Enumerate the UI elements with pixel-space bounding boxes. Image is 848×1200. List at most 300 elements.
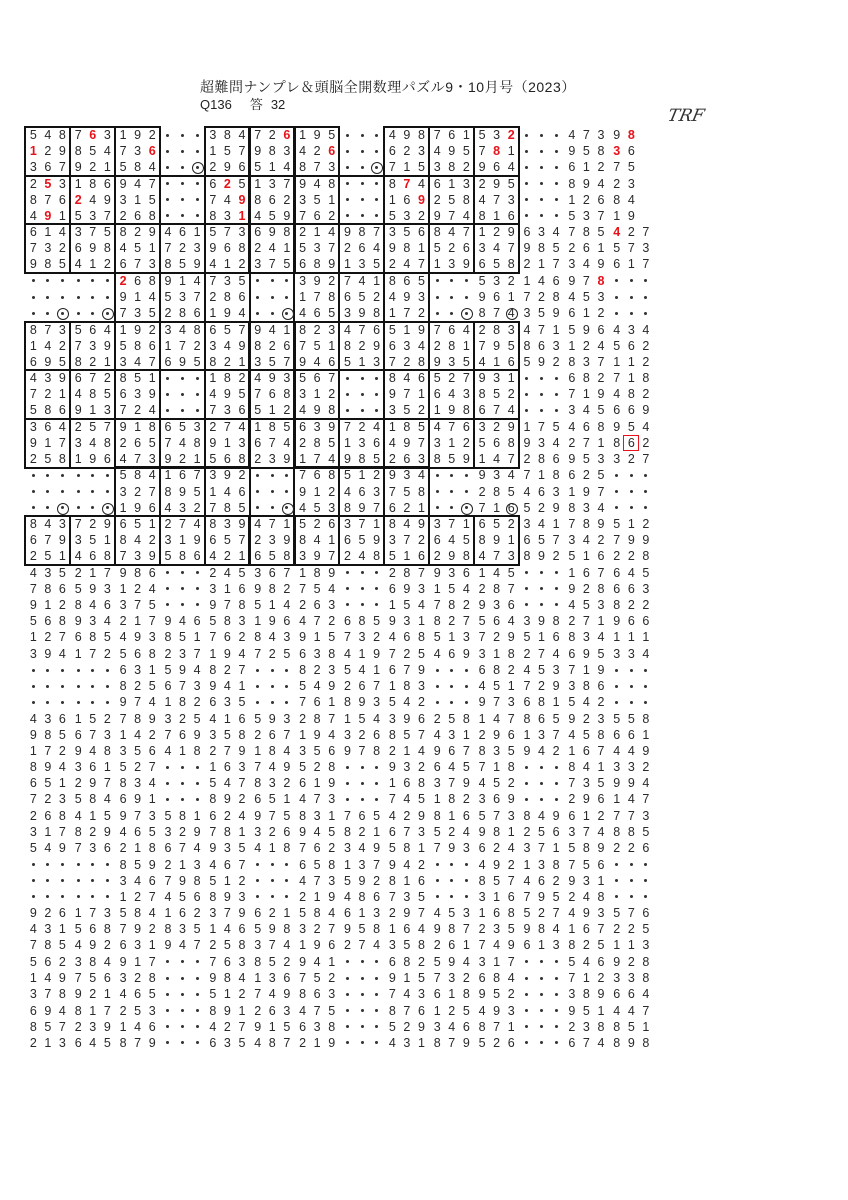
sudoku-digit: 9: [552, 500, 560, 515]
sudoku-digit: 3: [89, 1019, 97, 1034]
sudoku-digit: 4: [44, 128, 52, 142]
sudoku-digit: 7: [119, 403, 127, 418]
box-border: [69, 515, 71, 564]
sudoku-digit: 9: [223, 160, 231, 175]
empty-dot: [630, 879, 633, 882]
sudoku-digit: 2: [478, 176, 486, 191]
sudoku-digit: 2: [448, 825, 456, 840]
box-border: [293, 515, 338, 517]
sudoku-digit: 4: [552, 225, 560, 240]
sudoku-digit: 2: [507, 517, 515, 532]
empty-dot: [346, 782, 349, 785]
box-border: [69, 467, 116, 469]
sudoku-digit: 2: [597, 160, 605, 175]
box-border: [204, 321, 206, 370]
empty-dot: [644, 669, 647, 672]
sudoku-digit: 5: [388, 1019, 396, 1034]
box-border: [473, 126, 475, 175]
sudoku-digit: 4: [417, 743, 425, 758]
sudoku-digit: 6: [642, 614, 650, 629]
sudoku-digit: 8: [74, 144, 82, 159]
sudoku-digit: 8: [627, 825, 635, 840]
sudoku-digit: 7: [148, 176, 156, 191]
sudoku-digit: 4: [238, 646, 246, 661]
box-border: [428, 321, 430, 370]
empty-dot: [540, 993, 543, 996]
sudoku-digit: 9: [29, 597, 37, 612]
sudoku-digit: 5: [313, 743, 321, 758]
sudoku-digit: 3: [388, 938, 396, 953]
empty-dot: [630, 895, 633, 898]
sudoku-digit: 2: [403, 144, 411, 159]
sudoku-digit: 2: [462, 970, 470, 985]
sudoku-digit: 5: [403, 597, 411, 612]
sudoku-digit: 8: [193, 873, 201, 888]
empty-dot: [196, 1041, 199, 1044]
sudoku-digit: 3: [254, 938, 262, 953]
sudoku-digit: 1: [223, 987, 231, 1002]
sudoku-digit: 6: [44, 614, 52, 629]
sudoku-digit: 2: [582, 468, 590, 483]
empty-dot: [450, 296, 453, 299]
sudoku-digit: 4: [134, 533, 142, 548]
sudoku-digit: 2: [313, 760, 321, 775]
sudoku-digit: 1: [74, 452, 82, 466]
sudoku-digit: 6: [44, 419, 52, 434]
sudoku-digit: 1: [403, 160, 411, 175]
sudoku-digit: 2: [507, 387, 515, 402]
sudoku-digit: 3: [103, 727, 111, 742]
empty-dot: [256, 474, 259, 477]
empty-dot: [540, 977, 543, 980]
empty-dot: [630, 863, 633, 866]
box-border: [204, 515, 249, 517]
page-title: 超難問ナンプレ＆頭脳全開数理パズル9・10月号（2023）: [200, 79, 576, 95]
sudoku-digit: 2: [74, 419, 82, 434]
sudoku-digit: 9: [134, 630, 142, 645]
sudoku-digit: 5: [238, 273, 246, 288]
sudoku-digit: 7: [582, 1035, 590, 1050]
sudoku-digit: 2: [388, 743, 396, 758]
sudoku-digit: 1: [148, 371, 156, 386]
sudoku-digit: 1: [343, 257, 351, 272]
sudoku-digit: 8: [493, 484, 501, 499]
sudoku-digit: 1: [462, 517, 470, 532]
empty-dot: [644, 312, 647, 315]
sudoku-digit: 7: [148, 354, 156, 369]
sudoku-digit: 4: [313, 954, 321, 969]
sudoku-digit: 4: [283, 597, 291, 612]
sudoku-digit: 6: [148, 565, 156, 580]
sudoku-digit: 8: [148, 273, 156, 288]
sudoku-digit: 1: [313, 889, 321, 904]
sudoku-digit: 9: [568, 873, 576, 888]
sudoku-digit: 5: [433, 371, 441, 386]
sudoku-digit: 9: [238, 338, 246, 353]
sudoku-digit: 7: [582, 435, 590, 450]
sudoku-digit: 3: [209, 128, 217, 142]
sudoku-digit: 9: [448, 403, 456, 418]
sudoku-digit: 7: [134, 257, 142, 272]
sudoku-digit: 5: [209, 614, 217, 629]
sudoku-digit: 2: [373, 290, 381, 304]
sudoku-digit: 6: [119, 663, 127, 678]
sudoku-digit: 7: [74, 338, 82, 353]
sudoku-digit: 8: [597, 889, 605, 904]
sudoku-digit: 1: [209, 922, 217, 937]
sudoku-digit: 4: [58, 419, 66, 434]
sudoku-digit: 9: [313, 938, 321, 953]
sudoku-digit: 1: [462, 938, 470, 953]
empty-dot: [375, 377, 378, 380]
box-border: [114, 466, 116, 515]
sudoku-digit: 8: [209, 208, 217, 223]
box-border: [383, 175, 385, 224]
sudoku-digit: 9: [388, 241, 396, 256]
sudoku-digit: 5: [462, 533, 470, 548]
sudoku-digit: 4: [209, 257, 217, 272]
sudoku-digit: 4: [462, 581, 470, 596]
sudoku-digit: 6: [613, 727, 621, 742]
sudoku-digit: 2: [507, 273, 515, 288]
sudoku-digit: 2: [74, 1019, 82, 1034]
sudoku-digit: 3: [552, 338, 560, 353]
sudoku-digit: 8: [313, 906, 321, 921]
sudoku-digit: 2: [164, 306, 172, 321]
sudoku-digit: 1: [627, 938, 635, 953]
sudoku-digit: 6: [313, 841, 321, 856]
empty-dot: [346, 377, 349, 380]
sudoku-digit: 1: [507, 533, 515, 548]
sudoku-digit: 4: [193, 517, 201, 532]
sudoku-digit: 7: [462, 922, 470, 937]
sudoku-digit: 5: [507, 338, 515, 353]
sudoku-digit: 3: [29, 646, 37, 661]
sudoku-digit: 8: [299, 987, 307, 1002]
box-border: [338, 321, 383, 323]
sudoku-digit: 9: [58, 970, 66, 985]
sudoku-digit: 6: [268, 565, 276, 580]
sudoku-digit: 9: [134, 500, 142, 515]
empty-dot: [271, 863, 274, 866]
empty-dot: [91, 474, 94, 477]
box-border: [159, 223, 204, 225]
sudoku-digit: 8: [627, 387, 635, 402]
empty-dot: [32, 490, 35, 493]
sudoku-digit: 3: [134, 776, 142, 791]
sudoku-digit: 2: [507, 776, 515, 791]
sudoku-digit: 9: [538, 614, 545, 629]
sudoku-digit: 1: [299, 452, 307, 466]
sudoku-digit: 2: [493, 225, 501, 240]
sudoku-digit: 5: [493, 987, 501, 1002]
sudoku-digit: 6: [343, 906, 351, 921]
sudoku-digit: 7: [164, 727, 172, 742]
empty-dot: [285, 685, 288, 688]
sudoku-digit: 7: [582, 128, 590, 142]
sudoku-digit: 4: [328, 225, 336, 240]
sudoku-digit: 4: [254, 841, 262, 856]
sudoku-digit: 6: [552, 825, 560, 840]
sudoku-digit: 7: [493, 403, 501, 418]
sudoku-digit: 7: [507, 241, 515, 256]
sudoku-digit: 5: [44, 1019, 52, 1034]
sudoku-digit: 5: [119, 646, 127, 661]
sudoku-digit: 1: [134, 290, 142, 304]
sudoku-digit: 4: [299, 500, 307, 515]
sudoku-digit: 1: [448, 808, 456, 823]
sudoku-digit: 7: [642, 452, 650, 466]
sudoku-digit: 6: [462, 808, 470, 823]
sudoku-digit: 6: [209, 1035, 217, 1050]
sudoku-digit: 4: [209, 711, 217, 726]
sudoku-digit: 1: [613, 630, 621, 645]
sudoku-digit: 5: [134, 743, 142, 758]
sudoku-digit: 1: [74, 646, 82, 661]
sudoku-digit: 6: [283, 128, 291, 142]
sudoku-digit: 4: [597, 1035, 605, 1050]
sudoku-digit: 6: [448, 128, 456, 142]
sudoku-digit: 6: [29, 776, 37, 791]
sudoku-digit: 1: [538, 257, 545, 272]
box-border: [383, 564, 430, 566]
sudoku-digit: 4: [597, 630, 605, 645]
sudoku-digit: 3: [119, 743, 127, 758]
sudoku-digit: 8: [493, 581, 501, 596]
sudoku-digit: 8: [403, 565, 411, 580]
sudoku-digit: 5: [58, 727, 66, 742]
sudoku-digit: 3: [238, 435, 246, 450]
empty-dot: [525, 571, 528, 574]
sudoku-digit: 1: [29, 630, 37, 645]
sudoku-digit: 7: [89, 225, 97, 240]
sudoku-digit: 2: [523, 646, 531, 661]
sudoku-digit: 3: [328, 597, 336, 612]
sudoku-digit: 8: [58, 987, 66, 1002]
sudoku-digit: 3: [254, 825, 262, 840]
sudoku-digit: 2: [283, 403, 291, 418]
sudoku-digit: 4: [283, 160, 291, 175]
sudoku-digit: 5: [343, 873, 351, 888]
sudoku-digit: 2: [417, 403, 425, 418]
sudoku-digit: 9: [523, 435, 531, 450]
sudoku-digit: 3: [313, 808, 321, 823]
box-border: [338, 272, 383, 274]
sudoku-digit: 1: [29, 144, 37, 159]
sudoku-digit: 6: [597, 857, 605, 872]
empty-dot: [525, 798, 528, 801]
sudoku-digit: 1: [223, 581, 231, 596]
sudoku-digit: 7: [283, 354, 291, 369]
sudoku-digit: 8: [283, 387, 291, 402]
sudoku-digit: 5: [343, 354, 351, 369]
sudoku-digit: 9: [493, 533, 501, 548]
sudoku-digit: 1: [417, 500, 425, 515]
sudoku-digit: 3: [29, 160, 37, 175]
sudoku-digit: 6: [343, 290, 351, 304]
sudoku-digit: 6: [268, 1003, 276, 1018]
sudoku-digit: 5: [283, 257, 291, 272]
sudoku-digit: 2: [613, 922, 621, 937]
empty-dot: [615, 685, 618, 688]
empty-dot: [106, 474, 109, 477]
sudoku-digit: 9: [148, 549, 156, 564]
sudoku-digit: 7: [254, 387, 262, 402]
sudoku-digit: 6: [493, 792, 501, 807]
empty-dot: [181, 377, 184, 380]
empty-dot: [436, 296, 439, 299]
sudoku-digit: 2: [507, 128, 515, 142]
sudoku-digit: 6: [58, 581, 66, 596]
sudoku-digit: 3: [568, 533, 576, 548]
sudoku-digit: 8: [164, 922, 172, 937]
sudoku-digit: 2: [254, 1003, 262, 1018]
sudoku-digit: 7: [58, 630, 66, 645]
sudoku-digit: 3: [268, 452, 276, 466]
sudoku-digit: 7: [478, 630, 486, 645]
sudoku-digit: 9: [597, 257, 605, 272]
sudoku-digit: 5: [29, 128, 37, 142]
sudoku-digit: 5: [328, 825, 336, 840]
sudoku-digit: 6: [582, 419, 590, 434]
sudoku-digit: 3: [403, 614, 411, 629]
sudoku-digit: 3: [283, 1003, 291, 1018]
sudoku-digit: 8: [433, 225, 441, 240]
sudoku-digit: 2: [58, 338, 66, 353]
sudoku-digit: 9: [148, 387, 156, 402]
sudoku-digit: 6: [627, 987, 635, 1002]
sudoku-digit: 8: [403, 841, 411, 856]
sudoku-digit: 1: [433, 792, 441, 807]
sudoku-digit: 7: [358, 743, 366, 758]
sudoku-digit: 8: [478, 306, 486, 321]
box-border: [114, 223, 159, 225]
sudoku-digit: 5: [179, 257, 186, 272]
sudoku-digit: 2: [134, 889, 142, 904]
sudoku-digit: 8: [254, 776, 262, 791]
sudoku-digit: 9: [523, 743, 531, 758]
sudoku-digit: 2: [388, 906, 396, 921]
sudoku-digit: 4: [433, 646, 441, 661]
sudoku-digit: 9: [313, 128, 321, 142]
sudoku-digit: 4: [358, 549, 366, 564]
sudoku-digit: 5: [58, 565, 66, 580]
sudoku-digit: 6: [58, 906, 66, 921]
sudoku-digit: 5: [44, 776, 52, 791]
sudoku-digit: 4: [582, 695, 590, 710]
empty-dot: [361, 782, 364, 785]
sudoku-digit: 9: [44, 208, 52, 223]
empty-dot: [361, 1041, 364, 1044]
sudoku-digit: 5: [299, 679, 307, 694]
empty-dot: [91, 296, 94, 299]
sudoku-digit: 1: [568, 192, 576, 207]
empty-dot: [540, 571, 543, 574]
sudoku-digit: 5: [582, 597, 590, 612]
sudoku-digit: 3: [193, 241, 201, 256]
sudoku-digit: 6: [462, 1019, 470, 1034]
sudoku-digit: 8: [89, 954, 97, 969]
sudoku-digit: 9: [299, 484, 307, 499]
box-border: [159, 272, 204, 274]
sudoku-digit: 3: [507, 322, 515, 337]
sudoku-digit: 3: [103, 581, 111, 596]
empty-dot: [361, 993, 364, 996]
sudoku-digit: 4: [209, 857, 217, 872]
sudoku-digit: 7: [193, 468, 201, 483]
empty-dot: [525, 1025, 528, 1028]
sudoku-digit: 4: [597, 500, 605, 515]
sudoku-digit: 4: [328, 581, 336, 596]
sudoku-digit: 9: [238, 192, 246, 207]
sudoku-digit: 7: [299, 841, 307, 856]
sudoku-digit: 9: [597, 987, 605, 1002]
circle-marker: [57, 308, 69, 320]
sudoku-digit: 6: [433, 176, 441, 191]
sudoku-digit: 7: [507, 581, 515, 596]
sudoku-digit: 7: [119, 711, 127, 726]
empty-dot: [166, 166, 169, 169]
sudoku-digit: 8: [597, 581, 605, 596]
empty-dot: [46, 669, 49, 672]
empty-dot: [91, 685, 94, 688]
sudoku-digit: 8: [328, 176, 336, 191]
sudoku-digit: 4: [523, 484, 531, 499]
sudoku-digit: 4: [613, 743, 621, 758]
empty-dot: [91, 879, 94, 882]
sudoku-digit: 3: [103, 128, 111, 142]
sudoku-digit: 8: [642, 549, 650, 564]
sudoku-digit: 4: [478, 857, 486, 872]
box-border: [248, 467, 295, 469]
sudoku-digit: 2: [597, 306, 605, 321]
sudoku-digit: 5: [179, 630, 186, 645]
sudoku-digit: 7: [103, 776, 111, 791]
empty-dot: [346, 198, 349, 201]
sudoku-digit: 6: [134, 646, 142, 661]
sudoku-digit: 4: [29, 922, 37, 937]
sudoku-digit: 3: [58, 792, 66, 807]
box-border: [114, 175, 116, 224]
empty-dot: [46, 895, 49, 898]
sudoku-digit: 9: [448, 954, 456, 969]
sudoku-digit: 2: [134, 679, 142, 694]
sudoku-digit: 8: [209, 889, 217, 904]
sudoku-digit: 2: [238, 873, 246, 888]
box-border: [428, 175, 473, 177]
sudoku-digit: 8: [209, 663, 217, 678]
sudoku-digit: 8: [238, 938, 246, 953]
empty-dot: [540, 150, 543, 153]
empty-dot: [361, 409, 364, 412]
sudoku-digit: 8: [462, 192, 470, 207]
sudoku-digit: 9: [417, 1019, 425, 1034]
sudoku-digit: 8: [148, 419, 156, 434]
sudoku-digit: 5: [119, 160, 127, 175]
sudoku-digit: 2: [254, 533, 262, 548]
sudoku-digit: 2: [44, 630, 52, 645]
box-border: [248, 564, 295, 566]
sudoku-digit: 9: [164, 614, 172, 629]
sudoku-digit: 7: [193, 646, 201, 661]
sudoku-digit: 4: [313, 825, 321, 840]
sudoku-digit: 7: [582, 614, 590, 629]
sudoku-digit: 8: [119, 679, 127, 694]
box-border: [24, 369, 69, 371]
sudoku-digit: 9: [462, 1035, 470, 1050]
sudoku-digit: 1: [313, 1035, 321, 1050]
sudoku-digit: 8: [268, 581, 276, 596]
